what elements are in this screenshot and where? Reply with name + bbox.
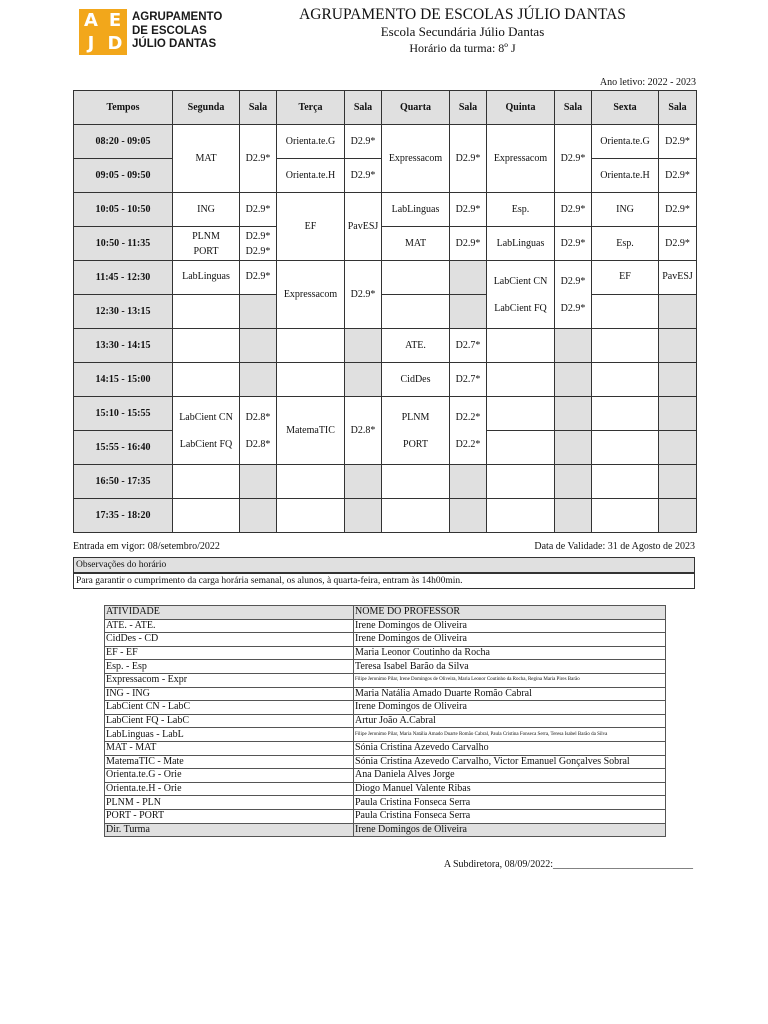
legend-row xyxy=(105,633,666,647)
class-cell: MAT xyxy=(173,125,240,193)
legend-row xyxy=(105,687,666,701)
room-cell: D2.9* xyxy=(240,261,277,295)
teacher-cell: Paula Cristina Fonseca Serra xyxy=(354,809,666,823)
class-cell: LabLinguas xyxy=(382,193,450,227)
empty-room-cell xyxy=(450,261,487,295)
teacher-cell: Sónia Cristina Azevedo Carvalho xyxy=(354,741,666,755)
empty-cell xyxy=(487,329,555,363)
teacher-cell: Irene Domingos de Oliveira xyxy=(354,633,666,647)
class-cell: EF xyxy=(277,193,345,261)
col-header: Sala xyxy=(450,91,487,125)
activity-cell: Expressacom - Expr xyxy=(105,673,354,687)
activity-cell: Esp. - Esp xyxy=(105,660,354,674)
empty-room-cell xyxy=(555,431,592,465)
empty-room-cell xyxy=(240,295,277,329)
activity-cell: ATE. - ATE. xyxy=(105,619,354,633)
empty-room-cell xyxy=(555,499,592,533)
empty-cell xyxy=(277,499,345,533)
page-title: AGRUPAMENTO DE ESCOLAS JÚLIO DANTAS xyxy=(299,6,626,23)
activity-cell: CidDes - CD xyxy=(105,633,354,647)
empty-cell xyxy=(487,397,555,431)
empty-cell xyxy=(277,363,345,397)
empty-cell xyxy=(277,329,345,363)
activity-cell: PLNM - PLN xyxy=(105,796,354,810)
empty-room-cell xyxy=(659,397,697,431)
teacher-cell: Artur João A.Cabral xyxy=(354,714,666,728)
time-slot: 09:05 - 09:50 xyxy=(74,159,173,193)
class-cell: Orienta.te.H xyxy=(592,159,659,193)
empty-room-cell xyxy=(450,465,487,499)
class-cell: Expressacom xyxy=(382,125,450,193)
legend-row xyxy=(105,660,666,674)
class-cell: MatemaTIC xyxy=(277,397,345,465)
legend-row xyxy=(105,769,666,783)
logo-letter: E xyxy=(108,10,122,31)
legend-col-header: ATIVIDADE xyxy=(105,606,354,620)
class-cell: ING xyxy=(592,193,659,227)
empty-cell xyxy=(592,397,659,431)
empty-cell xyxy=(382,261,450,295)
teacher-cell: Irene Domingos de Oliveira xyxy=(354,823,666,837)
class-cell: Expressacom xyxy=(277,261,345,329)
room-cell: D2.9* xyxy=(659,125,697,159)
col-header: Quinta xyxy=(487,91,555,125)
class-cell: PLNM PORT xyxy=(173,227,240,261)
class-label: Horário da turma: 8º J xyxy=(409,41,516,55)
time-slot: 13:30 - 14:15 xyxy=(74,329,173,363)
activity-cell: Orienta.te.G - Orie xyxy=(105,769,354,783)
time-slot: 10:50 - 11:35 xyxy=(74,227,173,261)
empty-room-cell xyxy=(555,397,592,431)
logo-letter: J xyxy=(87,33,95,54)
observations-title: Observações do horário xyxy=(73,557,695,573)
teacher-cell: Filipe Jeronimo Pilar, Maria Natália Amado Duarte Romão Cabral, Paula Cristina Fonseca Serra, Teresa Isabel Barão da Silva xyxy=(354,728,666,742)
class-cell: Esp. xyxy=(592,227,659,261)
col-header: Sala xyxy=(555,91,592,125)
legend-row xyxy=(105,714,666,728)
legend-row xyxy=(105,823,666,837)
empty-cell xyxy=(592,465,659,499)
empty-cell xyxy=(173,329,240,363)
logo-letter: D xyxy=(107,33,123,54)
empty-cell xyxy=(382,499,450,533)
teacher-cell: Paula Cristina Fonseca Serra xyxy=(354,796,666,810)
empty-room-cell xyxy=(240,363,277,397)
time-slot: 14:15 - 15:00 xyxy=(74,363,173,397)
activity-cell: MatemaTIC - Mate xyxy=(105,755,354,769)
time-slot: 08:20 - 09:05 xyxy=(74,125,173,159)
class-cell: MAT xyxy=(382,227,450,261)
room-cell: D2.9* xyxy=(555,193,592,227)
col-header: Tempos xyxy=(74,91,173,125)
time-slot: 16:50 - 17:35 xyxy=(74,465,173,499)
empty-room-cell xyxy=(659,363,697,397)
col-header: Sexta xyxy=(592,91,659,125)
class-cell: Esp. xyxy=(487,193,555,227)
room-cell: D2.9* xyxy=(659,227,697,261)
teacher-cell: Filipe Jeronimo Pilar, Irene Domingos de Oliveira, Maria Leonor Coutinho da Rocha, Regina Maria Pires Barão xyxy=(354,673,666,687)
empty-room-cell xyxy=(555,329,592,363)
room-cell: PavESJ xyxy=(345,193,382,261)
school-logo xyxy=(79,9,127,55)
time-slot: 11:45 - 12:30 xyxy=(74,261,173,295)
class-cell: Orienta.te.G xyxy=(592,125,659,159)
empty-room-cell xyxy=(450,295,487,329)
activity-cell: LabLinguas - LabL xyxy=(105,728,354,742)
room-cell: D2.9* xyxy=(345,125,382,159)
teacher-cell: Maria Leonor Coutinho da Rocha xyxy=(354,646,666,660)
room-cell: D2.8* xyxy=(345,397,382,465)
class-cell: Expressacom xyxy=(487,125,555,193)
empty-cell xyxy=(382,295,450,329)
legend-row xyxy=(105,782,666,796)
room-cell: D2.2* D2.2* xyxy=(450,397,487,465)
room-cell: D2.9* xyxy=(345,159,382,193)
empty-cell xyxy=(592,431,659,465)
room-cell: PavESJ xyxy=(659,261,697,295)
class-cell: LabLinguas xyxy=(173,261,240,295)
activity-cell: PORT - PORT xyxy=(105,809,354,823)
activity-cell: Dir. Turma xyxy=(105,823,354,837)
class-cell: LabCient CN LabCient FQ xyxy=(173,397,240,465)
class-cell: ATE. xyxy=(382,329,450,363)
room-cell: D2.9* xyxy=(659,159,697,193)
legend-row xyxy=(105,809,666,823)
empty-cell xyxy=(173,499,240,533)
empty-room-cell xyxy=(345,363,382,397)
col-header: Quarta xyxy=(382,91,450,125)
empty-cell xyxy=(173,363,240,397)
empty-cell xyxy=(592,295,659,329)
room-cell: D2.9* xyxy=(450,125,487,193)
class-cell: PLNM PORT xyxy=(382,397,450,465)
empty-cell xyxy=(592,329,659,363)
empty-cell xyxy=(592,499,659,533)
logo-letter: A xyxy=(84,10,98,31)
col-header: Terça xyxy=(277,91,345,125)
legend-row xyxy=(105,741,666,755)
empty-room-cell xyxy=(240,499,277,533)
activity-cell: LabCient FQ - LabC xyxy=(105,714,354,728)
time-slot: 10:05 - 10:50 xyxy=(74,193,173,227)
room-cell: D2.7* xyxy=(450,363,487,397)
school-year: Ano letivo: 2022 - 2023 xyxy=(599,77,696,88)
legend-row xyxy=(105,755,666,769)
room-cell: D2.9* xyxy=(240,125,277,193)
legend-row xyxy=(105,701,666,715)
room-cell: D2.7* xyxy=(450,329,487,363)
room-cell: D2.9* D2.9* xyxy=(240,227,277,261)
teacher-legend-table xyxy=(104,605,666,837)
legend-row xyxy=(105,619,666,633)
activity-cell: ING - ING xyxy=(105,687,354,701)
teacher-cell: Irene Domingos de Oliveira xyxy=(354,619,666,633)
activity-cell: MAT - MAT xyxy=(105,741,354,755)
legend-row xyxy=(105,646,666,660)
empty-cell xyxy=(487,499,555,533)
activity-cell: EF - EF xyxy=(105,646,354,660)
class-cell: CidDes xyxy=(382,363,450,397)
time-slot: 12:30 - 13:15 xyxy=(74,295,173,329)
schedule-header-row xyxy=(74,91,697,125)
room-cell: D2.9* xyxy=(555,227,592,261)
room-cell: D2.9* xyxy=(659,193,697,227)
room-cell: D2.8* D2.8* xyxy=(240,397,277,465)
legend-row xyxy=(105,728,666,742)
empty-room-cell xyxy=(555,363,592,397)
room-cell: D2.9* xyxy=(555,125,592,193)
legend-col-header: NOME DO PROFESSOR xyxy=(354,606,666,620)
empty-room-cell xyxy=(659,295,697,329)
class-cell: LabLinguas xyxy=(487,227,555,261)
empty-room-cell xyxy=(345,499,382,533)
teacher-cell: Sónia Cristina Azevedo Carvalho, Victor Emanuel Gonçalves Sobral xyxy=(354,755,666,769)
time-slot: 15:10 - 15:55 xyxy=(74,397,173,431)
empty-room-cell xyxy=(659,329,697,363)
empty-room-cell xyxy=(659,465,697,499)
empty-cell xyxy=(487,431,555,465)
empty-cell xyxy=(173,465,240,499)
empty-room-cell xyxy=(345,465,382,499)
teacher-cell: Ana Daniela Alves Jorge xyxy=(354,769,666,783)
activity-cell: LabCient CN - LabC xyxy=(105,701,354,715)
schedule-table xyxy=(73,90,697,533)
logo-text: AGRUPAMENTO DE ESCOLAS JÚLIO DANTAS xyxy=(132,11,223,50)
teacher-cell: Teresa Isabel Barão da Silva xyxy=(354,660,666,674)
room-cell: D2.9* xyxy=(240,193,277,227)
empty-room-cell xyxy=(240,329,277,363)
legend-row xyxy=(105,673,666,687)
school-name: Escola Secundária Júlio Dantas xyxy=(380,24,545,39)
room-cell: D2.9* D2.9* xyxy=(555,261,592,329)
class-cell: Orienta.te.G xyxy=(277,125,345,159)
empty-cell xyxy=(592,363,659,397)
class-cell: ING xyxy=(173,193,240,227)
class-cell: EF xyxy=(592,261,659,295)
empty-cell xyxy=(382,465,450,499)
class-cell: LabCient CN LabCient FQ xyxy=(487,261,555,329)
col-header: Sala xyxy=(240,91,277,125)
empty-room-cell xyxy=(450,499,487,533)
empty-cell xyxy=(277,465,345,499)
time-slot: 15:55 - 16:40 xyxy=(74,431,173,465)
empty-room-cell xyxy=(555,465,592,499)
empty-room-cell xyxy=(345,329,382,363)
activity-cell: Orienta.te.H - Orie xyxy=(105,782,354,796)
empty-cell xyxy=(487,465,555,499)
room-cell: D2.9* xyxy=(345,261,382,329)
col-header: Sala xyxy=(345,91,382,125)
col-header: Sala xyxy=(659,91,697,125)
teacher-cell: Maria Natália Amado Duarte Romão Cabral xyxy=(354,687,666,701)
validity-date: Data de Validade: 31 de Agosto de 2023 xyxy=(534,541,695,552)
teacher-cell: Irene Domingos de Oliveira xyxy=(354,701,666,715)
col-header: Segunda xyxy=(173,91,240,125)
empty-room-cell xyxy=(659,431,697,465)
room-cell: D2.9* xyxy=(450,193,487,227)
class-cell: Orienta.te.H xyxy=(277,159,345,193)
time-slot: 17:35 - 18:20 xyxy=(74,499,173,533)
empty-room-cell xyxy=(659,499,697,533)
empty-room-cell xyxy=(240,465,277,499)
signature-line: A Subdiretora, 08/09/2022:____________________________ xyxy=(443,859,693,870)
observations-text: Para garantir o cumprimento da carga horária semanal, os alunos, à quarta-feira, entram às 14h00min. xyxy=(73,573,695,589)
legend-row xyxy=(105,796,666,810)
effective-date: Entrada em vigor: 08/setembro/2022 xyxy=(73,541,220,552)
room-cell: D2.9* xyxy=(450,227,487,261)
legend-header-row xyxy=(105,606,666,620)
empty-cell xyxy=(173,295,240,329)
teacher-cell: Diogo Manuel Valente Ribas xyxy=(354,782,666,796)
empty-cell xyxy=(487,363,555,397)
